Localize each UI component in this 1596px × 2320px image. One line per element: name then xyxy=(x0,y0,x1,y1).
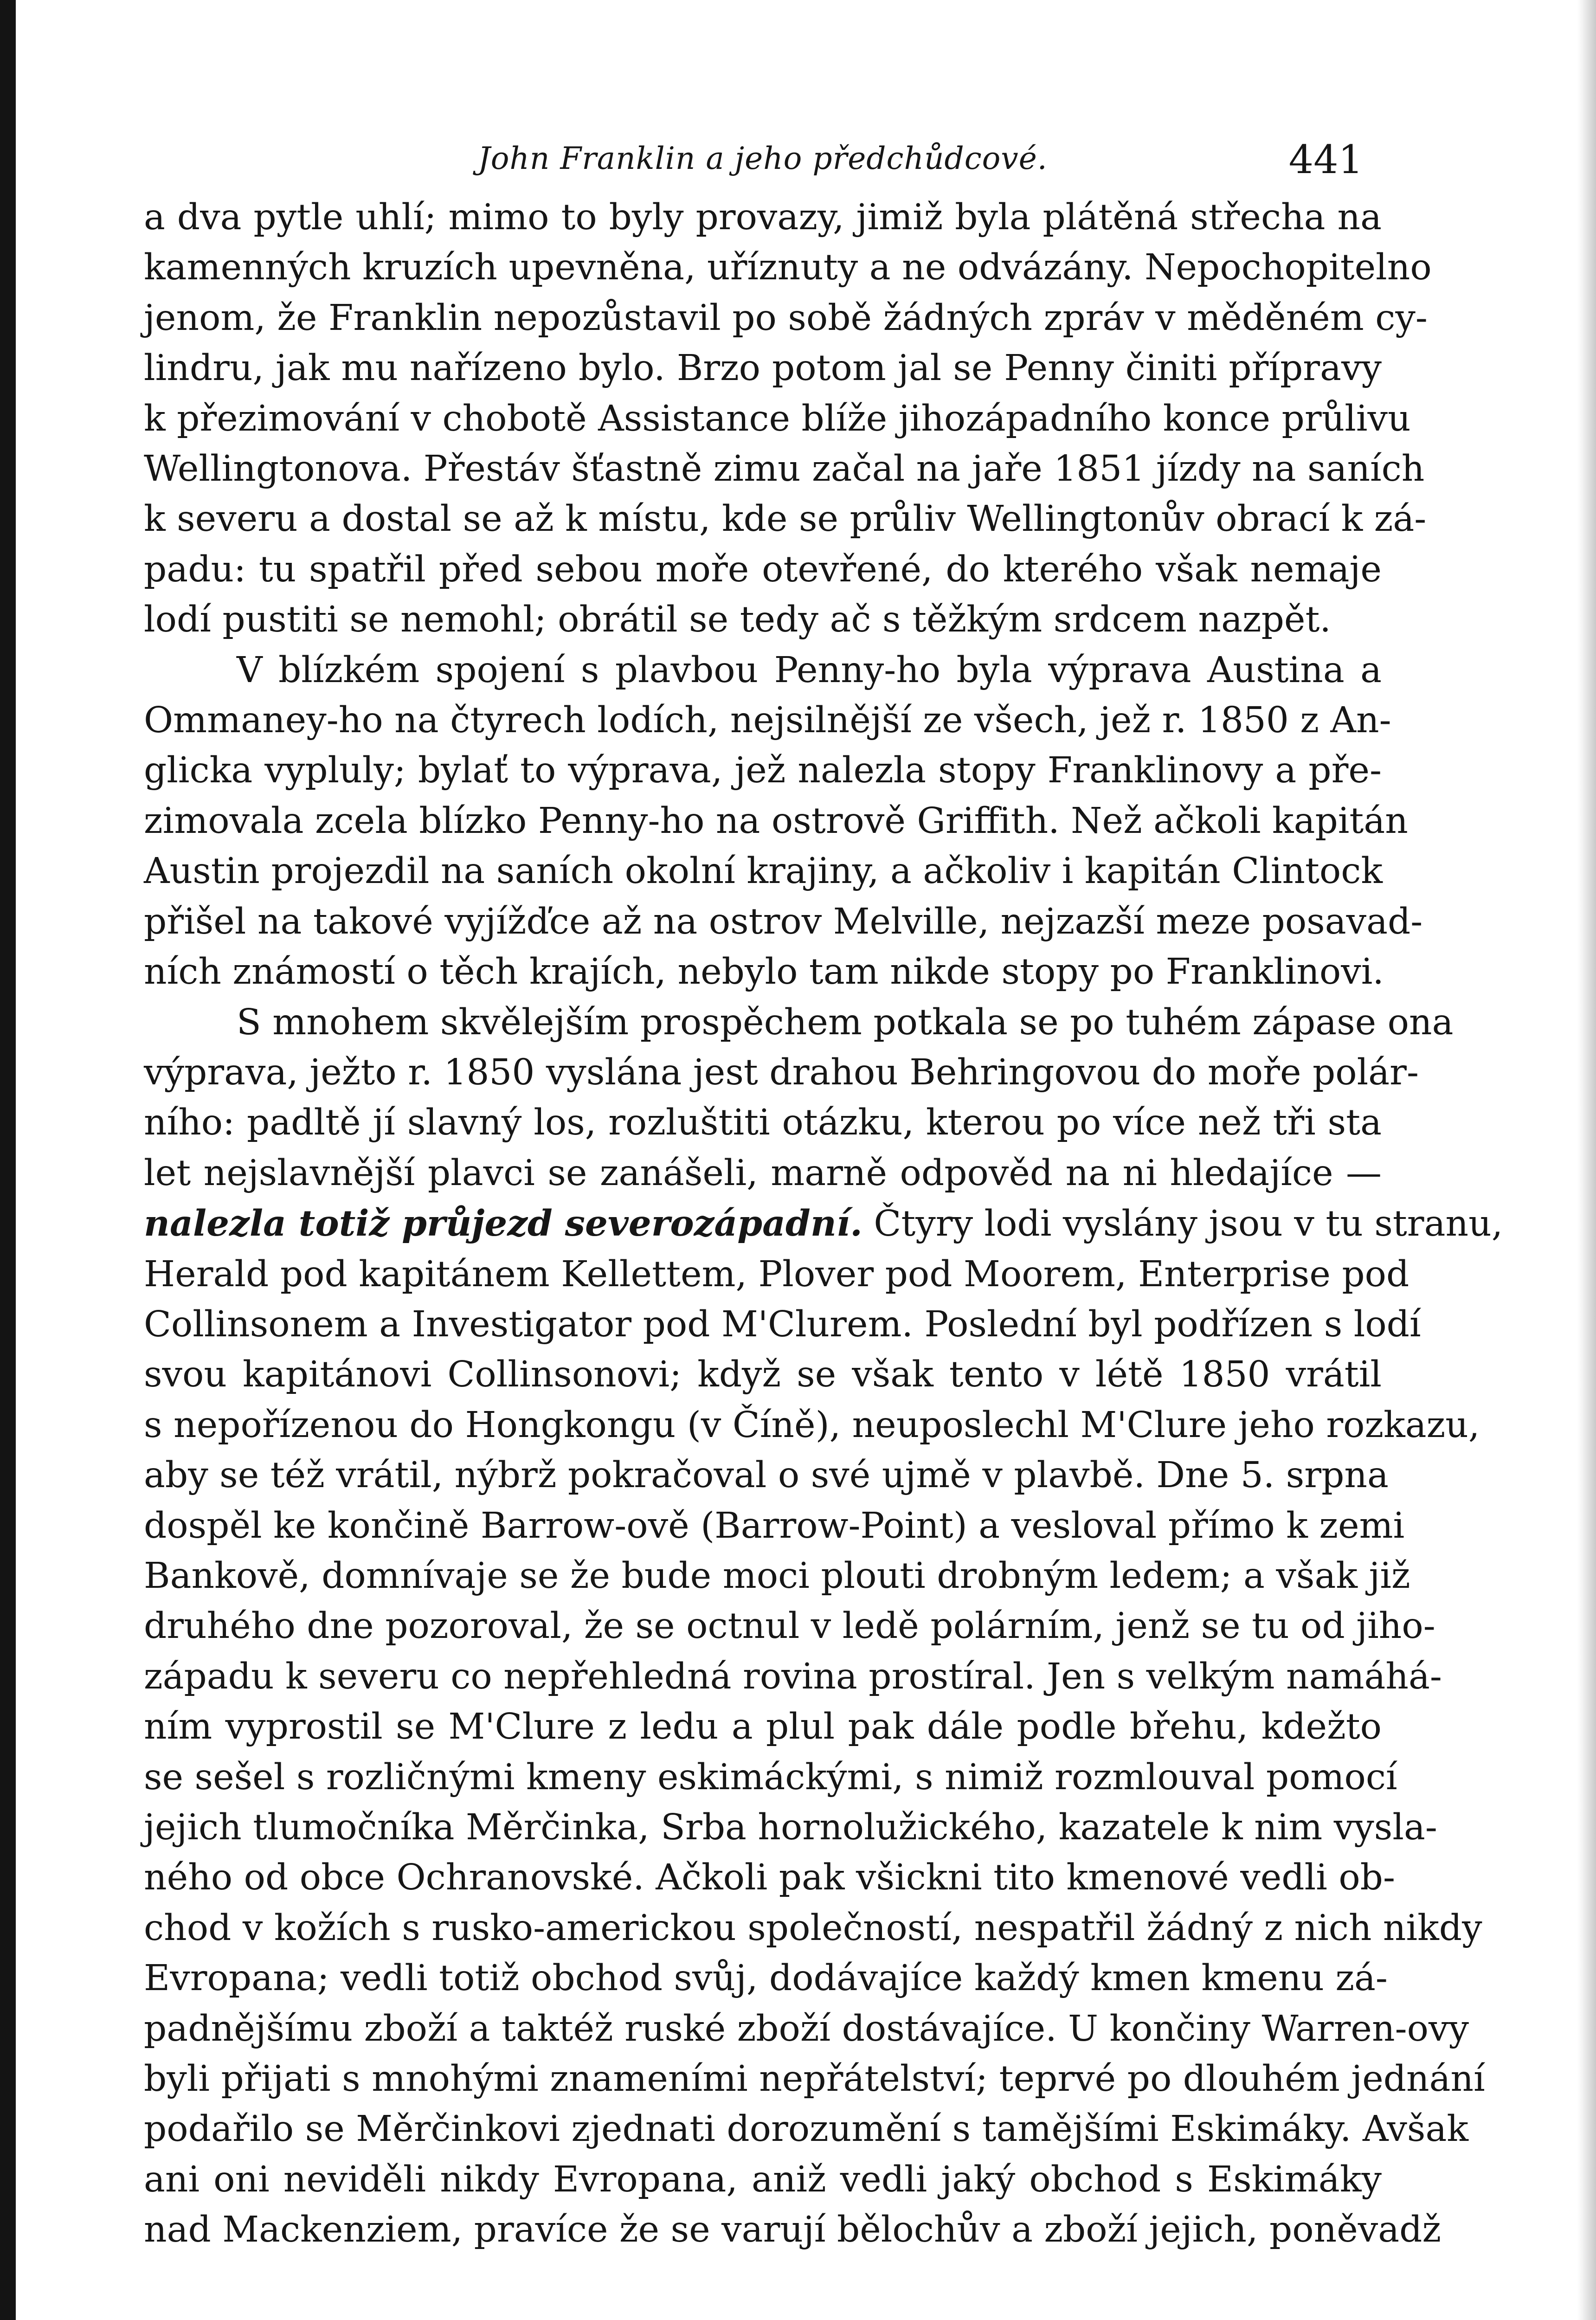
text-line: se sešel s rozličnými kmeny eskimáckými, s nimiž rozmlouval pomocí xyxy=(144,1756,1397,1798)
text-line: přišel na takové vyjížďce až na ostrov Melville, nejzazší meze posavad- xyxy=(144,901,1423,942)
text-line: padnějšímu zboží a taktéž ruské zboží dostávajíce. U končiny Warren-ovy xyxy=(144,2008,1469,2049)
text-line: svou kapitánovi Collinsonovi; když se však tento v létě 1850 vrátil xyxy=(144,1354,1382,1396)
text-line: ani oni neviděli nikdy Evropana, aniž vedli jaký obchod s Eskimáky xyxy=(144,2159,1382,2200)
text-line: západu k severu co nepřehledná rovina prostíral. Jen s velkým namáhá- xyxy=(144,1656,1442,1697)
text-line: zimovala zcela blízko Penny-ho na ostrově Griffith. Než ačkoli kapitán xyxy=(144,800,1408,842)
running-head xyxy=(144,132,1382,193)
text-line: Wellingtonova. Přestáv šťastně zimu začal na jaře 1851 jízdy na saních xyxy=(144,448,1425,490)
text-line: druhého dne pozoroval, že se octnul v ledě polárním, jenž se tu od jiho- xyxy=(144,1605,1435,1647)
text-line: dospěl ke končině Barrow-ově (Barrow-Point) a vesloval přímo k zemi xyxy=(144,1505,1405,1547)
text-line: chod v kožích s rusko-americkou společností, nespatřil žádný z nich nikdy xyxy=(144,1907,1482,1949)
text-line: jenom, že Franklin nepozůstavil po sobě žádných zpráv v měděném cy- xyxy=(144,297,1428,339)
scan-border-right xyxy=(1577,0,1596,2320)
text-line: s nepořízenou do Hongkongu (v Číně), neuposlechl M'Clure jeho rozkazu, xyxy=(144,1404,1480,1446)
text-line: podařilo se Měrčinkovi zjednati dorozumění s tamějšími Eskimáky. Avšak xyxy=(144,2108,1469,2150)
book-page xyxy=(144,132,1503,2256)
page-number: 441 xyxy=(1288,137,1363,182)
running-title: John Franklin a jeho předchůdcové. xyxy=(478,141,1048,176)
text-line: Herald pod kapitánem Kellettem, Plover pod Moorem, Enterprise pod xyxy=(144,1253,1409,1295)
text-line: nad Mackenziem, pravíce že se varují bělochův a zboží jejich, poněvadž xyxy=(144,2209,1442,2251)
text-line: ného od obce Ochranovské. Ačkoli pak všickni tito kmenové vedli ob- xyxy=(144,1857,1395,1899)
text-line: Austin projezdil na saních okolní krajiny, a ačkoliv i kapitán Clintock xyxy=(144,851,1383,892)
text-line: jejich tlumočníka Měrčinka, Srba hornolužického, kazatele k nim vysla- xyxy=(144,1807,1437,1848)
scan-border-left xyxy=(0,0,16,2320)
text-line-paragraph-end: lodí pustiti se nemohl; obrátil se tedy ač s těžkým srdcem nazpět. xyxy=(144,599,1331,641)
text-line: Evropana; vedli totiž obchod svůj, dodávajíce každý kmen kmenu zá- xyxy=(144,1958,1388,1999)
text-line: lindru, jak mu nařízeno bylo. Brzo potom jal se Penny činiti přípravy xyxy=(144,348,1382,389)
emphasized-phrase: nalezla totiž průjezd severozápadní. xyxy=(144,1203,862,1245)
text-line: a dva pytle uhlí; mimo to byly provazy, jimiž byla plátěná střecha na xyxy=(144,197,1382,238)
text-line: Collinsonem a Investigator pod M'Clurem. Poslední byl podřízen s lodí xyxy=(144,1303,1421,1345)
text-line: Bankově, domnívaje se že bude moci plouti drobným ledem; a však již xyxy=(144,1555,1410,1597)
text-line: byli přijati s mnohými znameními nepřátelství; teprvé po dlouhém jednání xyxy=(144,2058,1485,2100)
text-line-paragraph-end: ních známostí o těch krajích, nebylo tam nikde stopy po Franklinovi. xyxy=(144,951,1384,993)
body-text xyxy=(144,193,1503,2256)
text-line: padu: tu spatřil před sebou moře otevřené, do kterého však nemaje xyxy=(144,548,1382,590)
text-line: výprava, ježto r. 1850 vyslána jest drahou Behringovou do moře polár- xyxy=(144,1051,1419,1093)
text-line: ním vyprostil se M'Clure z ledu a plul pak dále podle břehu, kdežto xyxy=(144,1706,1382,1748)
text-line: let nejslavnější plavci se zanášeli, marně odpověd na ni hledajíce — xyxy=(144,1152,1382,1194)
text-line: k přezimování v chobotě Assistance blíže jihozápadního konce průlivu xyxy=(144,398,1411,439)
text-line: ního: padltě jí slavný los, rozluštiti otázku, kterou po více než tři sta xyxy=(144,1102,1382,1144)
text-line: kamenných kruzích upevněna, uříznuty a ne odvázány. Nepochopitelno xyxy=(144,247,1432,289)
text-line: k severu a dostal se až k místu, kde se průliv Wellingtonův obrací k zá- xyxy=(144,498,1427,540)
text-line: glicka vypluly; bylať to výprava, jež nalezla stopy Franklinovy a pře- xyxy=(144,750,1382,792)
text-line-paragraph-start: V blízkém spojení s plavbou Penny-ho byla výprava Austina a xyxy=(237,649,1382,691)
text-line: aby se též vrátil, nýbrž pokračoval o své ujmě v plavbě. Dne 5. srpna xyxy=(144,1455,1389,1496)
text-line-paragraph-start: S mnohem skvělejším prospěchem potkala se po tuhém zápase ona xyxy=(237,1001,1454,1043)
text-line: nalezla totiž průjezd severozápadní. Čtyry lodi vyslány jsou v tu stranu, xyxy=(144,1203,1503,1245)
text-line: Ommaney-ho na čtyrech lodích, nejsilnější ze všech, jež r. 1850 z An- xyxy=(144,700,1391,741)
